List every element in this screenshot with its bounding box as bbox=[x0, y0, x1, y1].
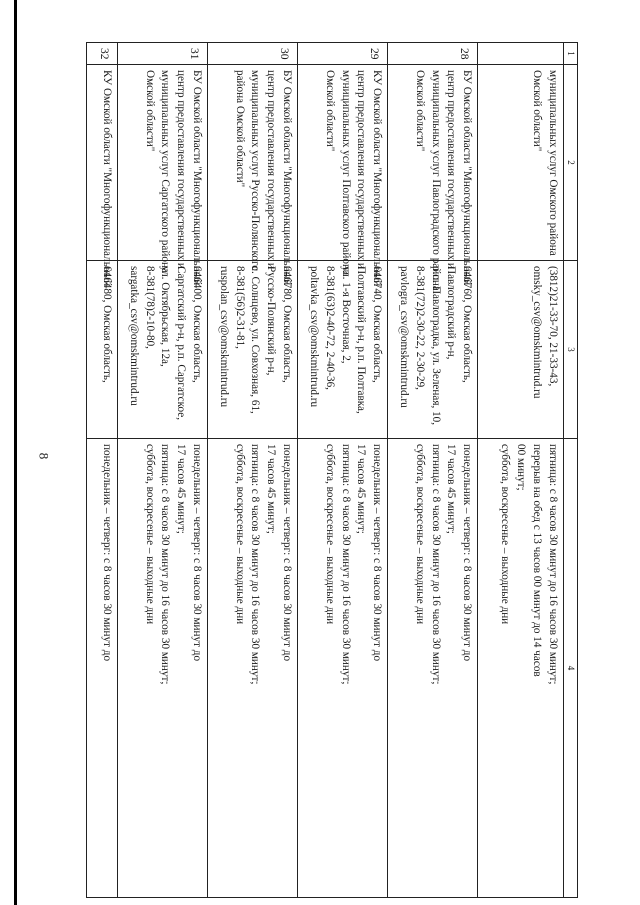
hours-cell bbox=[298, 439, 388, 898]
contacts-line: р.п. Павлоградка, ул. Зеленая, 10, bbox=[429, 266, 442, 426]
contacts-cell bbox=[388, 261, 478, 439]
organization-line: муниципальных услуг Русско-Полянского bbox=[249, 70, 262, 271]
organization-line: Омской области" bbox=[143, 70, 156, 152]
contacts-cell bbox=[87, 261, 118, 439]
contacts-line: 646780, Омская область, bbox=[281, 266, 294, 383]
table-row bbox=[208, 43, 298, 898]
contacts-line: ул. Октябрьская, 12а, bbox=[159, 266, 172, 367]
organization-cell bbox=[298, 65, 388, 287]
row-number bbox=[478, 43, 563, 65]
hours-line: пятница: с 8 часов 30 минут до 16 часов 30 минут; bbox=[429, 444, 442, 685]
contacts-line: (3812)21-33-70, 21-33-43, bbox=[546, 266, 559, 387]
table-row bbox=[478, 43, 563, 898]
hours-cell bbox=[118, 439, 208, 898]
contacts-cell bbox=[208, 261, 298, 439]
organization-line: муниципальных услуг Саргатского района bbox=[159, 70, 172, 273]
organization-line: муниципальных услуг Павлоградского района bbox=[429, 70, 442, 291]
table-row bbox=[87, 43, 118, 898]
contacts-line: 646740, Омская область, bbox=[371, 266, 384, 383]
organization-line: Омской области" bbox=[413, 70, 426, 152]
contacts-line: 8-381(63)2-40-72, 2-40-36, bbox=[323, 266, 336, 390]
hours-cell bbox=[478, 439, 563, 898]
organization-line: центр предоставления государственных и bbox=[175, 70, 188, 269]
contacts-line: Полтавский р-н, р.п. Полтавка, bbox=[355, 266, 368, 414]
contacts-line: с. Солнцево, ул. Совхозная, 61, bbox=[249, 266, 262, 414]
hours-cell bbox=[388, 439, 478, 898]
hours-line: суббота, воскресенье – выходные дни bbox=[413, 444, 426, 625]
organization-line: Омской области" bbox=[530, 70, 543, 152]
mfc-table bbox=[86, 42, 578, 898]
organization-cell bbox=[208, 65, 298, 286]
contacts-line: 646480, Омская область, bbox=[101, 266, 114, 383]
contacts-line: pavlogra_csv@omskmintrud.ru bbox=[397, 266, 410, 408]
row-number: 31 bbox=[118, 43, 208, 65]
hours-line: 17 часов 45 минут; bbox=[265, 444, 278, 534]
contacts-line: 8-381(72)2-30-22, 2-30-29, bbox=[413, 266, 426, 390]
organization-line: БУ Омской области "Многофункциональный bbox=[281, 70, 294, 286]
hours-line: 17 часов 45 минут; bbox=[175, 444, 188, 534]
organization-line: муниципальных услуг Омского района bbox=[546, 70, 559, 256]
table-row bbox=[298, 43, 388, 898]
organization-line: КУ Омской области "Многофункциональный bbox=[101, 70, 114, 287]
scan-edge-line bbox=[14, 0, 17, 905]
contacts-line: Русско-Полянский р-н, bbox=[265, 266, 278, 376]
organization-line: муниципальных услуг Полтавского района bbox=[339, 70, 352, 275]
hours-line: суббота, воскресенье – выходные дни bbox=[498, 444, 511, 625]
hours-line: понедельник – четверг: с 8 часов 30 минут до bbox=[281, 444, 294, 662]
hours-line: суббота, воскресенье – выходные дни bbox=[323, 444, 336, 625]
row-number: 28 bbox=[388, 43, 478, 65]
row-number: 30 bbox=[208, 43, 298, 65]
contacts-line: 8-381(56)2-31-81, bbox=[233, 266, 246, 349]
organization-line: КУ Омской области "Многофункциональный bbox=[371, 70, 384, 287]
organization-line: БУ Омской области "Многофункциональный bbox=[191, 70, 204, 286]
organization-line: района Омской области" bbox=[233, 70, 246, 188]
contacts-cell bbox=[118, 261, 208, 439]
header-col-1: 1 bbox=[563, 43, 577, 65]
organization-cell bbox=[87, 65, 118, 287]
contacts-line: omsky_csv@omskmintrud.ru bbox=[530, 266, 543, 399]
hours-line: перерыв на обед с 13 часов 00 минут до 14 часов bbox=[530, 444, 543, 677]
contacts-line: ruspolan_csv@omskmintrud.ru bbox=[217, 266, 230, 408]
hours-cell bbox=[208, 439, 298, 898]
table-row bbox=[118, 43, 208, 898]
contacts-cell bbox=[298, 261, 388, 439]
organization-line: центр предоставления государственных и bbox=[445, 70, 458, 269]
organization-cell bbox=[478, 65, 563, 261]
hours-line: суббота, воскресенье – выходные дни bbox=[233, 444, 246, 625]
hours-line: понедельник – четверг: с 8 часов 30 минут до bbox=[191, 444, 204, 662]
hours-line: пятница: с 8 часов 30 минут до 16 часов 30 минут; bbox=[249, 444, 262, 685]
contacts-line: ул. 1-я Восточная, 2, bbox=[339, 266, 352, 364]
hours-line: понедельник – четверг: с 8 часов 30 минут до bbox=[101, 444, 114, 662]
organization-line: БУ Омской области "Многофункциональный bbox=[461, 70, 474, 286]
organization-line: центр предоставления государственных и bbox=[265, 70, 278, 269]
hours-cell bbox=[87, 439, 118, 898]
hours-line: 00 минут; bbox=[514, 444, 527, 491]
table-body bbox=[87, 43, 578, 898]
contacts-line: 8-381(78)2-10-80, bbox=[143, 266, 156, 349]
header-col-2: 2 bbox=[563, 65, 577, 261]
page-number: 8 bbox=[36, 452, 52, 460]
contacts-line: sargatka_csv@omskmintrud.ru bbox=[127, 266, 140, 406]
header-col-4: 4 bbox=[563, 439, 577, 898]
rotated-table-wrapper bbox=[86, 42, 578, 898]
organization-line: центр предоставления государственных и bbox=[355, 70, 368, 269]
hours-line: понедельник – четверг: с 8 часов 30 минут до bbox=[461, 444, 474, 662]
contacts-line: Павлоградский р-н, bbox=[445, 266, 458, 360]
organization-line: Омской области" bbox=[323, 70, 336, 152]
hours-line: пятница: с 8 часов 30 минут до 16 часов 30 минут; bbox=[546, 444, 559, 685]
contacts-line: poltavka_csv@omskmintrud.ru bbox=[307, 266, 320, 408]
row-number: 32 bbox=[87, 43, 118, 65]
hours-line: понедельник – четверг: с 8 часов 30 минут до bbox=[371, 444, 384, 662]
contacts-cell bbox=[478, 261, 563, 439]
header-row bbox=[563, 43, 577, 898]
header-col-3: 3 bbox=[563, 261, 577, 439]
hours-line: суббота, воскресенье – выходные дни bbox=[143, 444, 156, 625]
hours-line: пятница: с 8 часов 30 минут до 16 часов 30 минут; bbox=[159, 444, 172, 685]
contacts-line: 646400, Омская область, bbox=[191, 266, 204, 383]
organization-cell bbox=[388, 65, 478, 291]
hours-line: 17 часов 45 минут; bbox=[355, 444, 368, 534]
contacts-line: 646760, Омская область, bbox=[461, 266, 474, 383]
table-row bbox=[388, 43, 478, 898]
hours-line: 17 часов 45 минут; bbox=[445, 444, 458, 534]
contacts-line: Саргатский р-н, р.п. Саргатское, bbox=[175, 266, 188, 420]
hours-line: пятница: с 8 часов 30 минут до 16 часов 30 минут; bbox=[339, 444, 352, 685]
row-number: 29 bbox=[298, 43, 388, 65]
organization-cell bbox=[118, 65, 208, 286]
